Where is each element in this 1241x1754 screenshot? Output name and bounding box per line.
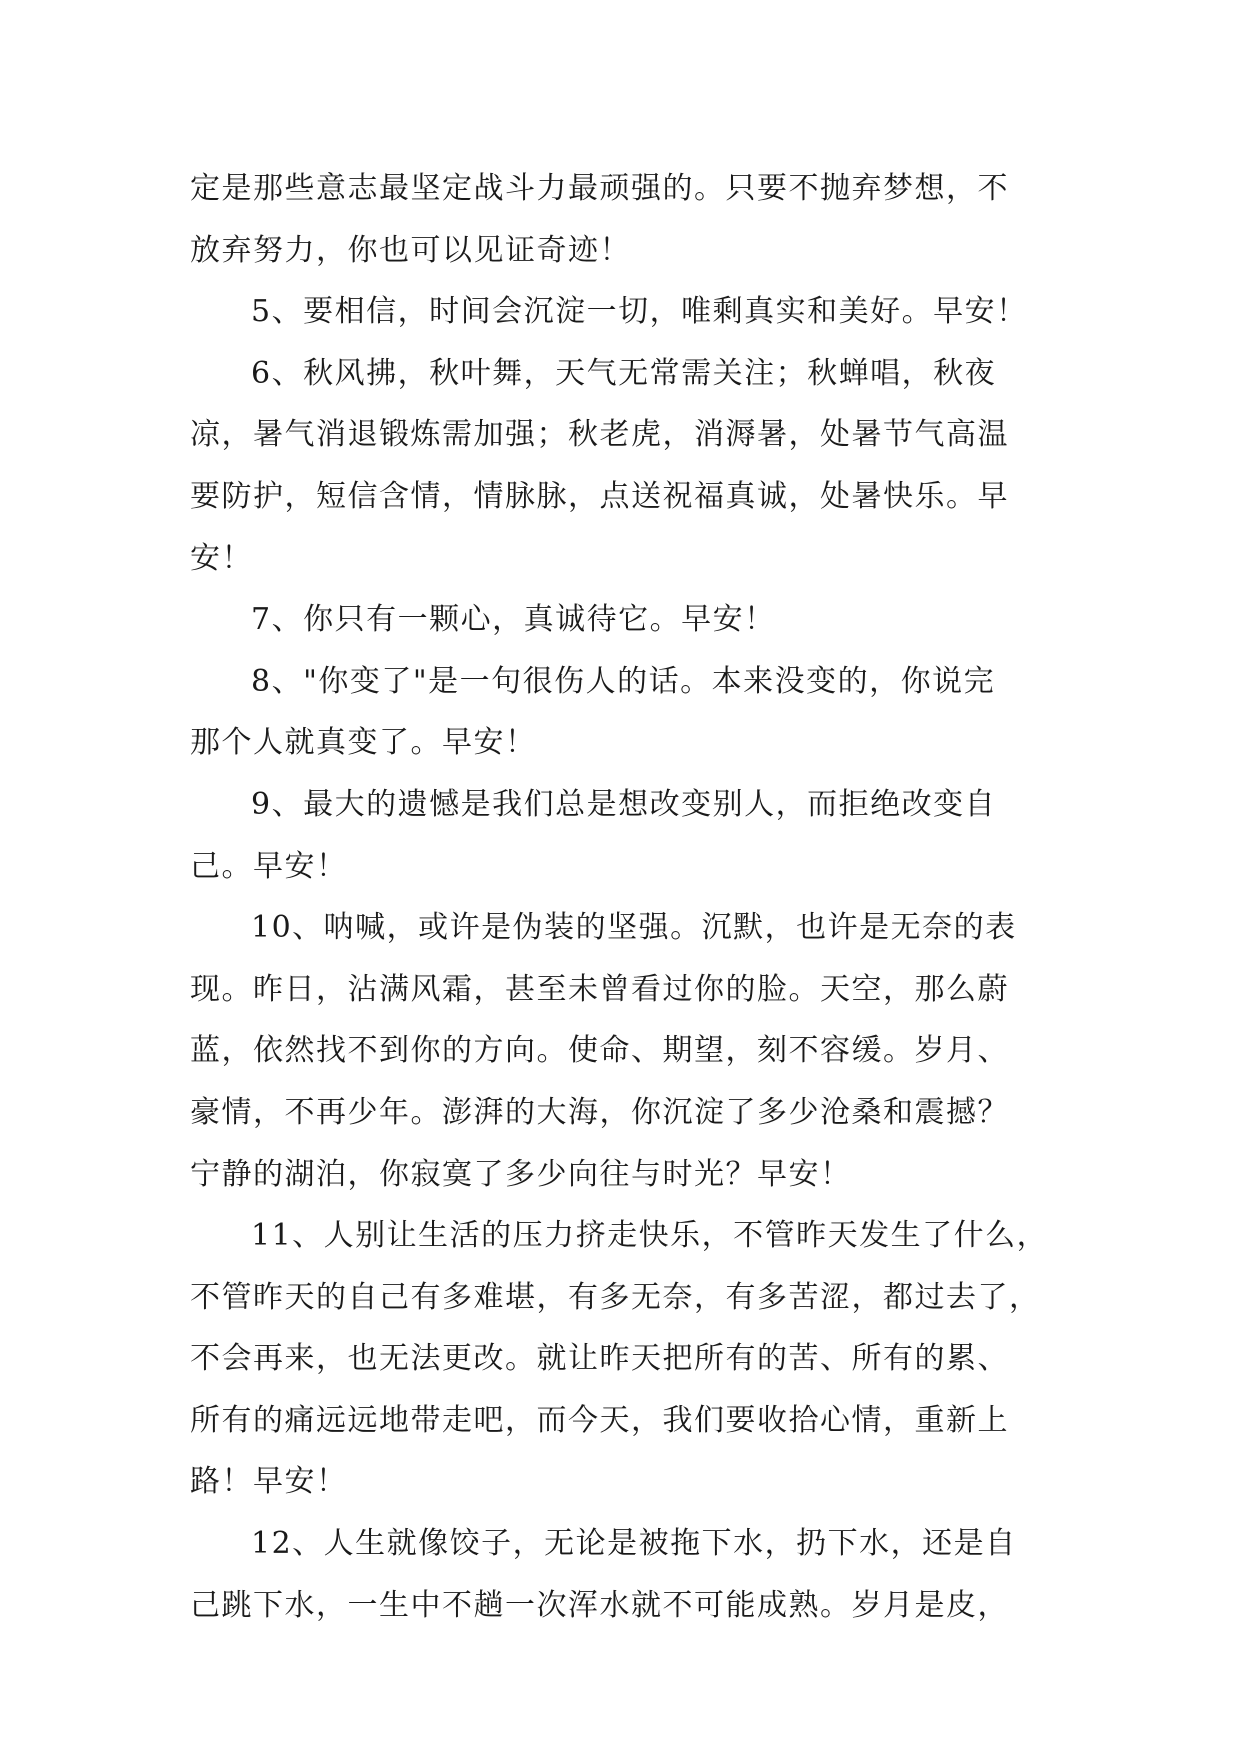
text-line: 不管昨天的自己有多难堪，有多无奈，有多苦涩，都过去了，: [190, 1279, 1041, 1315]
text-line: 10、呐喊，或许是伪装的坚强。沉默，也许是无奈的表: [251, 910, 1017, 946]
text-line: 蓝，依然找不到你的方向。使命、期望，刻不容缓。岁月、: [190, 1033, 1009, 1069]
text-line: 11、人别让生活的压力挤走快乐，不管昨天发生了什么，: [251, 1218, 1049, 1254]
text-line: 放弃努力，你也可以见证奇迹！: [190, 232, 631, 268]
text-line: 那个人就真变了。早安！: [190, 725, 537, 761]
text-line: 定是那些意志最坚定战斗力最顽强的。只要不抛弃梦想，不: [190, 171, 1009, 206]
text-line: 不会再来，也无法更改。就让昨天把所有的苦、所有的累、: [190, 1341, 1009, 1377]
text-line: 6、秋风拂，秋叶舞，天气无常需关注；秋蝉唱，秋夜: [251, 355, 997, 391]
text-line: 5、要相信，时间会沉淀一切，唯剩真实和美好。早安！: [251, 294, 1028, 330]
text-line: 己。早安！: [190, 848, 348, 884]
text-line: 8、"你变了"是一句很伤人的话。本来没变的，你说完: [251, 663, 996, 699]
text-line: 路！早安！: [190, 1464, 348, 1500]
text-line: 凉，暑气消退锻炼需加强；秋老虎，消溽暑，处暑节气高温: [190, 417, 1009, 453]
text-line: 7、你只有一颗心，真诚待它。早安！: [251, 602, 776, 638]
text-line: 安！: [190, 540, 253, 576]
text-line: 要防护，短信含情，情脉脉，点送祝福真诚，处暑快乐。早: [190, 478, 1009, 514]
text-line: 现。昨日，沾满风霜，甚至未曾看过你的脸。天空，那么蔚: [190, 971, 1009, 1007]
text-line: 己跳下水，一生中不趟一次浑水就不可能成熟。岁月是皮，: [190, 1587, 1009, 1623]
text-line: 宁静的湖泊，你寂寞了多少向往与时光？早安！: [190, 1156, 852, 1192]
text-line: 9、最大的遗憾是我们总是想改变别人，而拒绝改变自: [251, 786, 997, 822]
text-line: 豪情，不再少年。澎湃的大海，你沉淀了多少沧桑和震撼？: [190, 1094, 1009, 1130]
document-body: [190, 158, 1050, 1636]
text-line: 12、人生就像饺子，无论是被拖下水，扔下水，还是自: [251, 1526, 1017, 1562]
text-line: 所有的痛远远地带走吧，而今天，我们要收拾心情，重新上: [190, 1402, 1009, 1438]
